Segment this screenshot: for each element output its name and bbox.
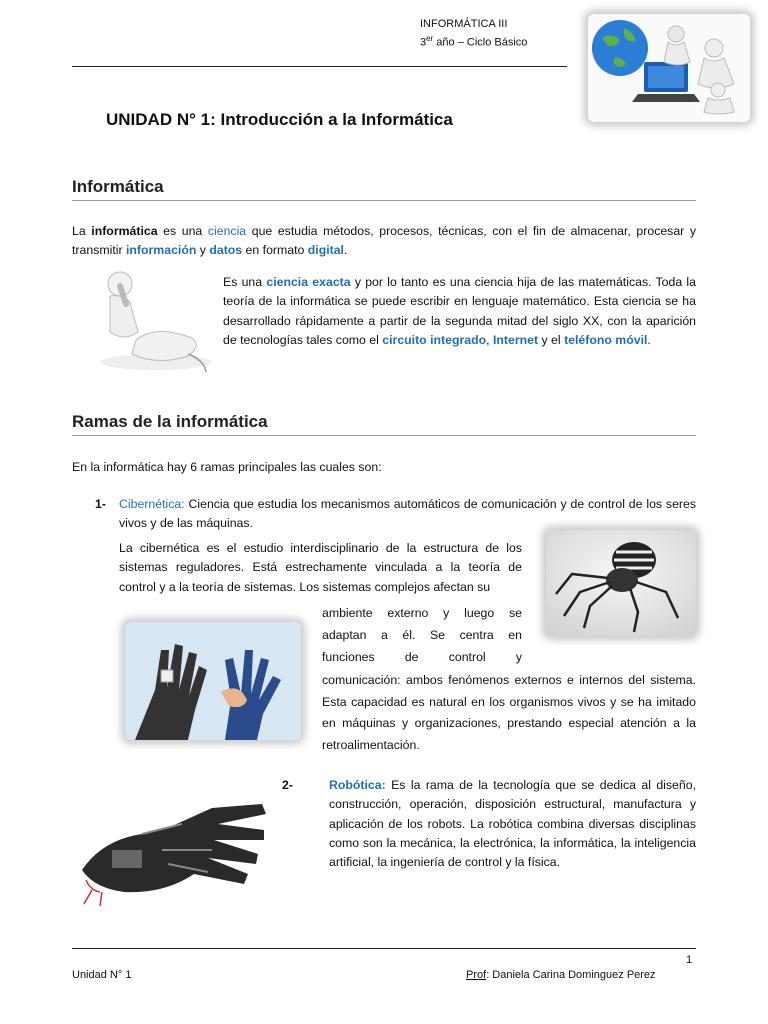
item-number: 1- — [95, 497, 106, 511]
cibernetica-line: funciones de control y — [322, 650, 522, 664]
footer-rule — [72, 948, 696, 949]
ramas-intro: En la informática hay 6 ramas principales las cuales son: — [72, 460, 382, 474]
course-name: INFORMÁTICA III — [420, 18, 508, 30]
cibernetica-paragraph-c: comunicación: ambos fenómenos externos e internos del sistema. Esta capacidad es natural en los organismos vivos y se ha imitado en máquinas y organizaciones, prestando especial atención a la retroalimentación. — [322, 673, 696, 752]
header-rule — [72, 66, 567, 67]
course-grade: 3er año – Ciclo Básico — [420, 34, 528, 49]
cibernetica-line: ambiente externo y luego se — [322, 606, 522, 620]
cibernetica-paragraph-a: La cibernética es el estudio interdisciplinario de la estructura de los sistemas reguladores. Está estrechamente vinculada a la teoría de control y a la teoría de sistemas. Los sistemas complejos afectan su — [119, 541, 522, 594]
globe-laptop-figures-image — [588, 14, 750, 122]
page-number: 1 — [686, 954, 693, 966]
cibernetica-line: adaptan a él. Se centra en — [322, 628, 522, 642]
item-number: 2- — [282, 778, 293, 792]
paragraph-definition: La informática es una ciencia que estudia métodos, procesos, técnicas, con el fin de almacenar, procesar y transmitir información y datos en formato digital. — [72, 224, 696, 258]
section-heading-informatica: Informática — [72, 177, 164, 196]
footer-unit: Unidad N° 1 — [72, 969, 132, 981]
thinking-figure-mouse-image — [96, 270, 214, 374]
robotic-hands-image — [125, 622, 301, 740]
item-robotica-definition: Robótica: Es la rama de la tecnología que se dedica al diseño, construcción, operación, disposición estructural, manufactura y aplicación de los robots. La robótica combina diversas disciplinas como son la mecánica, la electrónica, la informática, la inteligencia artificial, la ingeniería de control y la física. — [329, 778, 696, 870]
section-heading-ramas: Ramas de la informática — [72, 412, 268, 431]
footer-professor: Prof: Daniela Carina Dominguez Perez — [466, 969, 656, 981]
robotic-hand-image — [72, 780, 272, 910]
page-title: UNIDAD N° 1: Introducción a la Informática — [106, 110, 453, 129]
item-cibernetica-definition: Cibernética: Ciencia que estudia los mecanismos automáticos de comunicación y de control de los seres vivos y de las máquinas. — [119, 497, 696, 531]
section-rule — [72, 435, 696, 436]
paragraph-exact-science: Es una ciencia exacta y por lo tanto es una ciencia hija de las matemáticas. Toda la teoría de la informática se puede escribir en lenguaje matemático. Esta ciencia se ha desarrollado rápidamente a partir de la segunda mitad del siglo XX, con la aparición de tecnologías tales como el circuito integrado, Internet y el teléfono móvil. — [223, 275, 696, 347]
section-rule — [72, 200, 696, 201]
robot-spider-image — [546, 530, 696, 636]
